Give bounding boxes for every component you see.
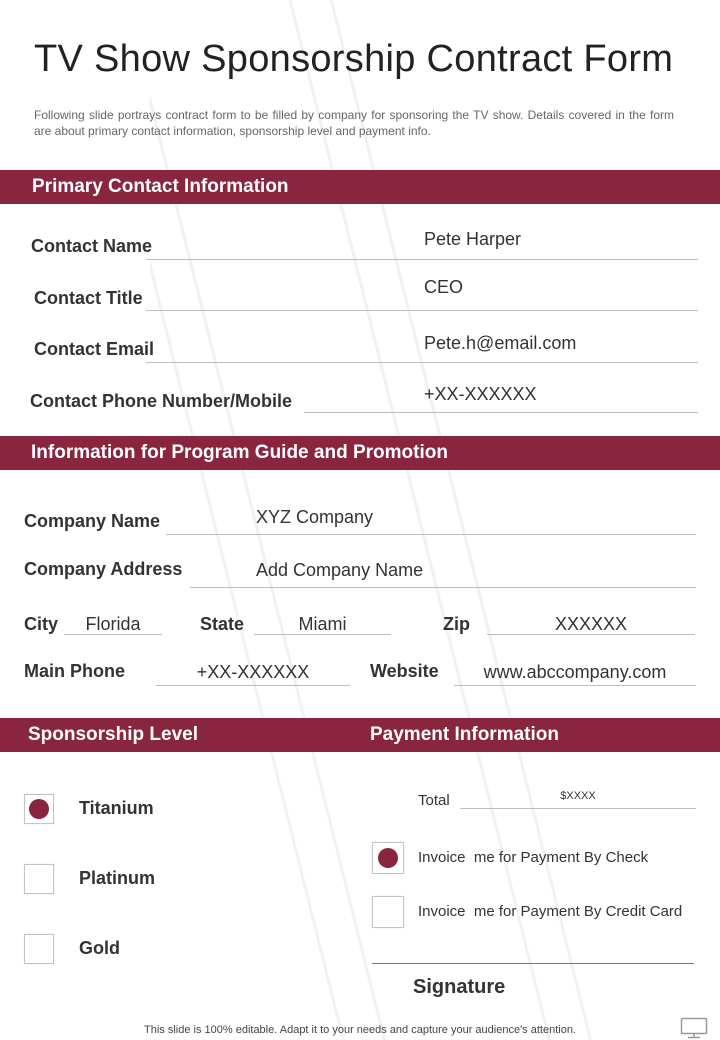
titanium-checkbox[interactable] xyxy=(24,794,54,824)
gold-label: Gold xyxy=(79,938,120,958)
website-label: Website xyxy=(370,661,439,681)
total-value[interactable]: $XXXX xyxy=(560,790,596,802)
contact-email-label: Contact Email xyxy=(34,339,155,359)
footer-note: This slide is 100% editable. Adapt it to your needs and capture your audience's attention. xyxy=(144,1024,576,1036)
payment-heading: Payment Information xyxy=(370,724,559,745)
page-description: Following slide portrays contract form to be filled by company for sponsoring the TV show. Details covered in the form are about primary contact information, sponsorship level and payment info. xyxy=(34,108,674,138)
lower-band xyxy=(0,718,720,752)
website-line xyxy=(454,685,696,686)
platinum-checkbox[interactable] xyxy=(24,864,54,894)
signature-label: Signature xyxy=(413,976,506,998)
monitor-icon xyxy=(680,1017,708,1039)
selected-dot-icon xyxy=(378,848,398,868)
contact-phone-line xyxy=(304,412,698,413)
company-address-label: Company Address xyxy=(24,559,183,579)
contact-title-label: Contact Title xyxy=(34,288,143,308)
zip-value[interactable]: XXXXXX xyxy=(554,614,628,634)
check-payment-checkbox[interactable] xyxy=(372,842,404,874)
total-label: Total xyxy=(418,792,450,809)
contact-phone-value[interactable]: +XX-XXXXXX xyxy=(424,384,537,404)
contact-name-line xyxy=(146,259,698,260)
zip-line xyxy=(487,634,695,635)
main-phone-label: Main Phone xyxy=(24,661,126,681)
sponsorship-heading: Sponsorship Level xyxy=(28,724,198,745)
platinum-label: Platinum xyxy=(79,868,156,888)
credit-card-label: Invoice me for Payment By Credit Card xyxy=(418,903,683,920)
contact-name-label: Contact Name xyxy=(31,236,153,256)
state-value[interactable]: Miami xyxy=(298,614,347,634)
website-value[interactable]: www.abccompany.com xyxy=(483,662,667,682)
film-strip-watermark xyxy=(150,0,710,1040)
contact-phone-label: Contact Phone Number/Mobile xyxy=(30,391,293,411)
main-phone-line xyxy=(156,685,350,686)
contact-email-value[interactable]: Pete.h@email.com xyxy=(424,333,577,353)
program-guide-heading: Information for Program Guide and Promotion xyxy=(0,436,720,470)
state-line xyxy=(254,634,391,635)
contact-title-line xyxy=(146,310,698,311)
contact-email-line xyxy=(146,362,698,363)
contact-name-value[interactable]: Pete Harper xyxy=(424,229,522,249)
state-label: State xyxy=(200,614,245,634)
titanium-label: Titanium xyxy=(79,798,154,818)
company-address-value[interactable]: Add Company Name xyxy=(256,560,424,580)
company-address-line xyxy=(190,587,696,588)
signature-line xyxy=(372,963,694,964)
city-label: City xyxy=(24,614,59,634)
company-name-label: Company Name xyxy=(24,511,161,531)
city-value[interactable]: Florida xyxy=(85,614,141,634)
zip-label: Zip xyxy=(443,614,470,634)
city-line xyxy=(64,634,162,635)
primary-contact-heading: Primary Contact Information xyxy=(0,170,720,204)
check-payment-label: Invoice me for Payment By Check xyxy=(418,849,649,866)
main-phone-value[interactable]: +XX-XXXXXX xyxy=(196,662,310,682)
page-title: TV Show Sponsorship Contract Form xyxy=(34,38,674,80)
credit-card-checkbox[interactable] xyxy=(372,896,404,928)
total-line xyxy=(460,808,696,809)
gold-checkbox[interactable] xyxy=(24,934,54,964)
company-name-line xyxy=(166,534,696,535)
company-name-value[interactable]: XYZ Company xyxy=(256,507,374,527)
selected-dot-icon xyxy=(29,799,49,819)
contact-title-value[interactable]: CEO xyxy=(424,277,464,297)
